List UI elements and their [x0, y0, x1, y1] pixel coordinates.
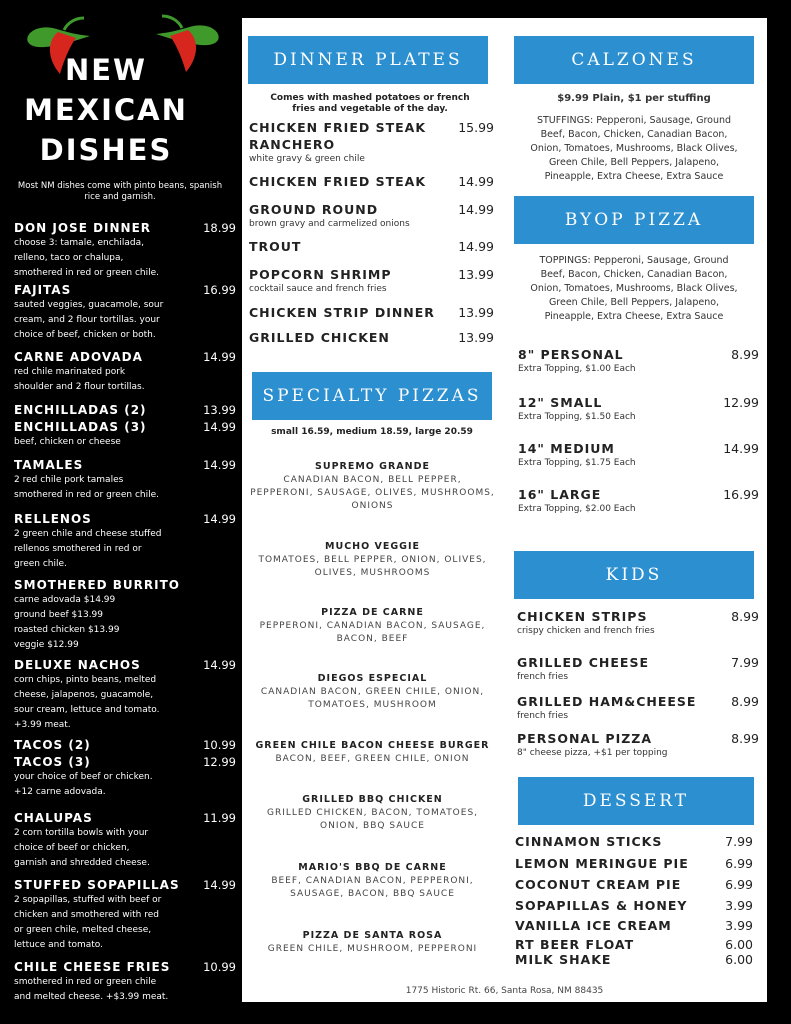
item-name-continued: RANCHERO	[249, 137, 336, 152]
menu-item-row	[14, 877, 236, 893]
dinner-item-row	[249, 119, 494, 136]
menu-item-row	[14, 511, 236, 527]
item-name: MILK SHAKE	[515, 952, 612, 967]
pizza-name: SUPREMO GRANDE	[315, 461, 430, 472]
item-description: your choice of beef or chicken.	[14, 772, 153, 782]
menu-item	[14, 349, 236, 395]
intro-text: Most NM dishes come with pinto beans, spanish rice and garnish.	[17, 181, 223, 202]
item-description: +12 carne adovada.	[14, 787, 106, 797]
dessert-item-row	[515, 897, 753, 914]
menu-item-row	[14, 577, 236, 593]
dessert-item-row	[515, 951, 753, 968]
item-description: shoulder and 2 flour tortillas.	[14, 382, 145, 392]
item-description: roasted chicken $13.99	[14, 625, 120, 635]
pizza-toppings: BEEF, CANADIAN BACON, PEPPERONI,	[271, 876, 474, 886]
pizza-toppings: PEPPERONI, SAUSAGE, OLIVES, MUSHROOMS,	[250, 488, 495, 498]
item-name: CHICKEN FRIED STEAK	[249, 120, 427, 135]
item-price: 14.99	[203, 458, 236, 472]
item-description: Extra Topping, $1.00 Each	[518, 364, 636, 374]
dinner-plates-banner: DINNER PLATES	[248, 36, 488, 84]
item-description: 8" cheese pizza, +$1 per topping	[517, 748, 668, 758]
menu-item-row	[14, 657, 236, 673]
calzone-price-note: $9.99 Plain, $1 per stuffing	[557, 93, 711, 104]
kids-item-row	[517, 654, 759, 671]
item-description: or green chile, melted cheese,	[14, 925, 152, 935]
item-description: chicken and smothered with red	[14, 910, 159, 920]
item-price: 13.99	[458, 267, 494, 282]
pizza-toppings: OLIVES, MUSHROOMS	[314, 568, 431, 578]
item-name: ENCHILLADAS (3)	[14, 420, 147, 434]
headline-line: NEW	[64, 53, 148, 87]
item-name: VANILLA ICE CREAM	[515, 918, 672, 933]
pizza-name: MARIO'S BBQ DE CARNE	[298, 862, 447, 873]
item-description: carne adovada $14.99	[14, 595, 116, 605]
pizza-toppings: CANADIAN BACON, GREEN CHILE, ONION,	[260, 687, 485, 697]
pizza-toppings: SAUSAGE, BACON, BBQ SAUCE	[290, 889, 455, 899]
byop-pizza-banner: BYOP PIZZA	[514, 196, 754, 244]
pizza-size-row	[518, 394, 759, 411]
item-description: crispy chicken and french fries	[517, 626, 655, 636]
item-price: 3.99	[725, 898, 753, 913]
dessert-item	[515, 897, 753, 914]
menu-item-row	[14, 282, 236, 298]
item-description: choice of beef or chicken,	[14, 843, 130, 853]
toppings-line: Beef, Bacon, Chicken, Canadian Bacon,	[540, 269, 728, 280]
item-description: french fries	[517, 711, 569, 721]
pizza-size	[518, 440, 759, 469]
menu-item	[14, 419, 236, 450]
item-price: 7.99	[725, 834, 753, 849]
pizza-toppings: TOMATOES, MUSHROOM	[308, 700, 437, 710]
byop-toppings	[521, 254, 747, 324]
item-name: 8" PERSONAL	[518, 347, 624, 362]
kids-item-row	[517, 693, 759, 710]
item-name: TROUT	[249, 239, 302, 254]
dessert-item	[515, 833, 753, 850]
item-description: relleno, taco or chalupa,	[14, 253, 124, 263]
kids-item	[517, 608, 759, 637]
pizza-toppings: ONIONS	[351, 501, 394, 511]
item-description: cheese, jalapenos, guacamole,	[14, 690, 154, 700]
item-price: 14.99	[458, 239, 494, 254]
pizza-size	[518, 486, 759, 515]
dessert-item-row	[515, 855, 753, 872]
kids-item	[517, 654, 759, 683]
menu-item	[14, 959, 236, 1005]
item-price: 8.99	[731, 609, 759, 624]
menu-item-row	[14, 457, 236, 473]
dinner-item	[249, 173, 494, 190]
item-price: 10.99	[203, 738, 236, 752]
item-name: FAJITAS	[14, 283, 72, 297]
item-price: 8.99	[731, 731, 759, 746]
item-price: 18.99	[203, 221, 236, 235]
menu-item-row	[14, 419, 236, 435]
item-name: TAMALES	[14, 458, 84, 472]
pizza-name: PIZZA DE SANTA ROSA	[302, 930, 443, 941]
calzones-banner: CALZONES	[514, 36, 754, 84]
specialty-pizza	[250, 929, 495, 956]
item-description: Extra Topping, $1.50 Each	[518, 412, 636, 422]
item-price: 16.99	[203, 283, 236, 297]
item-description: ground beef $13.99	[14, 610, 104, 620]
item-name: CHICKEN FRIED STEAK	[249, 174, 427, 189]
dessert-item	[515, 951, 753, 968]
item-name: CARNE ADOVADA	[14, 350, 143, 364]
item-description: smothered in red or green chile.	[14, 490, 159, 500]
item-name: TACOS (3)	[14, 755, 91, 769]
item-price: 13.99	[458, 330, 494, 345]
dinner-note-line: fries and vegetable of the day.	[292, 104, 448, 114]
item-description: Extra Topping, $1.75 Each	[518, 458, 636, 468]
item-name: POPCORN SHRIMP	[249, 267, 392, 282]
pizza-size-row	[518, 440, 759, 457]
item-name: ENCHILLADAS (2)	[14, 403, 147, 417]
item-name: SOPAPILLAS & HONEY	[515, 898, 688, 913]
item-price: 6.99	[725, 856, 753, 871]
pizza-name: GREEN CHILE BACON CHEESE BURGER	[255, 740, 490, 751]
item-name: CINNAMON STICKS	[515, 834, 663, 849]
calzone-stuffings	[521, 114, 747, 184]
dinner-item	[249, 238, 494, 255]
menu-item	[14, 511, 236, 572]
item-description: and melted cheese. +$3.99 meat.	[14, 992, 169, 1002]
item-price: 3.99	[725, 918, 753, 933]
item-description: beef, chicken or cheese	[14, 437, 121, 447]
pizza-size	[518, 346, 759, 375]
item-price: 14.99	[723, 441, 759, 456]
pizza-toppings: BACON, BEEF, GREEN CHILE, ONION	[275, 754, 470, 764]
dinner-item-row	[249, 173, 494, 190]
dessert-item	[515, 876, 753, 893]
kids-item	[517, 693, 759, 722]
item-description: garnish and shredded cheese.	[14, 858, 150, 868]
menu-item-row	[14, 959, 236, 975]
item-price: 14.99	[203, 420, 236, 434]
item-name: TACOS (2)	[14, 738, 91, 752]
item-price: 7.99	[731, 655, 759, 670]
specialty-pizza	[250, 861, 495, 901]
pizza-toppings: PEPPERONI, CANADIAN BACON, SAUSAGE,	[259, 621, 486, 631]
headline-line: MEXICAN	[24, 93, 188, 127]
menu-item	[14, 657, 236, 733]
item-description: +3.99 meat.	[14, 720, 71, 730]
dessert-item-row	[515, 917, 753, 934]
kids-item	[517, 730, 759, 759]
item-description: 2 sopapillas, stuffed with beef or	[14, 895, 162, 905]
item-description: cream, and 2 flour tortillas. your	[14, 315, 160, 325]
footer-address: 1775 Historic Rt. 66, Santa Rosa, NM 88435	[405, 986, 604, 996]
item-price: 14.99	[458, 174, 494, 189]
item-description: Extra Topping, $2.00 Each	[518, 504, 636, 514]
item-description: lettuce and tomato.	[14, 940, 103, 950]
item-description: red chile marinated pork	[14, 367, 126, 377]
dinner-item-row	[249, 266, 494, 283]
menu-item-row	[14, 402, 236, 418]
item-description: green chile.	[14, 559, 67, 569]
left-column	[0, 0, 240, 1024]
stuffings-line: Beef, Bacon, Chicken, Canadian Bacon,	[540, 129, 728, 140]
pizza-name: DIEGOS ESPECIAL	[317, 673, 428, 684]
kids-item-row	[517, 730, 759, 747]
item-name: 16" LARGE	[518, 487, 602, 502]
dessert-banner: DESSERT	[518, 777, 754, 825]
item-description: rellenos smothered in red or	[14, 544, 142, 554]
dinner-note-line: Comes with mashed potatoes or french	[270, 93, 470, 103]
item-price: 13.99	[203, 403, 236, 417]
dessert-item	[515, 855, 753, 872]
item-description: cocktail sauce and french fries	[249, 284, 387, 294]
dinner-item-row	[249, 329, 494, 346]
menu-item	[14, 754, 236, 800]
item-price: 10.99	[203, 960, 236, 974]
specialty-pizza	[250, 606, 495, 646]
item-description: choose 3: tamale, enchilada,	[14, 238, 144, 248]
item-name: CHICKEN STRIPS	[517, 609, 648, 624]
item-price: 14.99	[458, 202, 494, 217]
menu-item	[14, 737, 236, 753]
specialty-pizza	[250, 739, 495, 766]
item-price: 6.00	[725, 937, 753, 952]
pizza-toppings: BACON, BEEF	[336, 634, 409, 644]
menu-item-row	[14, 220, 236, 236]
pizza-toppings: GREEN CHILE, MUSHROOM, PEPPERONI	[267, 944, 478, 954]
item-description: smothered in red or green chile.	[14, 268, 159, 278]
dinner-item	[249, 266, 494, 295]
pizza-name: MUCHO VEGGIE	[325, 541, 420, 552]
specialty-pizzas-banner: SPECIALTY PIZZAS	[252, 372, 492, 420]
kids-item-row	[517, 608, 759, 625]
item-name: COCONUT CREAM PIE	[515, 877, 682, 892]
dessert-item-row	[515, 876, 753, 893]
menu-item	[14, 810, 236, 871]
menu-item-row	[14, 810, 236, 826]
item-description: sour cream, lettuce and tomato.	[14, 705, 160, 715]
menu-item	[14, 877, 236, 953]
item-name: GROUND ROUND	[249, 202, 379, 217]
item-description: smothered in red or green chile	[14, 977, 157, 987]
item-price: 16.99	[723, 487, 759, 502]
stuffings-line: STUFFINGS: Pepperoni, Sausage, Ground	[536, 115, 732, 126]
kids-banner: KIDS	[514, 551, 754, 599]
dinner-item	[249, 119, 494, 165]
pizza-name: PIZZA DE CARNE	[321, 607, 424, 618]
menu-item-row	[14, 349, 236, 365]
pizza-size-row	[518, 346, 759, 363]
item-name: GRILLED CHEESE	[517, 655, 649, 670]
menu-item	[14, 402, 236, 418]
item-price: 14.99	[203, 878, 236, 892]
item-name: CHALUPAS	[14, 811, 93, 825]
pizza-toppings: ONION, BBQ SAUCE	[320, 821, 425, 831]
menu-item	[14, 577, 236, 653]
dinner-item	[249, 304, 494, 321]
dessert-item-row	[515, 833, 753, 850]
dinner-item-row	[249, 304, 494, 321]
item-name: SMOTHERED BURRITO	[14, 578, 181, 592]
menu-item	[14, 282, 236, 343]
item-price: 6.99	[725, 877, 753, 892]
item-description: brown gravy and carmelized onions	[249, 219, 410, 229]
item-name: 14" MEDIUM	[518, 441, 615, 456]
toppings-line: Green Chile, Bell Peppers, Jalapeno,	[548, 297, 720, 308]
item-price: 12.99	[203, 755, 236, 769]
item-price: 12.99	[723, 395, 759, 410]
stuffings-line: Green Chile, Bell Peppers, Jalapeno,	[548, 157, 720, 168]
stuffings-line: Pineapple, Extra Cheese, Extra Sauce	[544, 171, 724, 182]
dinner-item-row	[249, 238, 494, 255]
item-description: 2 red chile pork tamales	[14, 475, 124, 485]
menu-item-row	[14, 737, 236, 753]
item-description: sauted veggies, guacamole, sour	[14, 300, 164, 310]
menu-item-row	[14, 754, 236, 770]
item-price: 14.99	[203, 658, 236, 672]
dinner-item	[249, 201, 494, 230]
dinner-item	[249, 329, 494, 346]
specialty-pizza	[250, 460, 495, 513]
item-name: 12" SMALL	[518, 395, 603, 410]
item-description: 2 green chile and cheese stuffed	[14, 529, 162, 539]
item-name: PERSONAL PIZZA	[517, 731, 653, 746]
toppings-line: Onion, Tomatoes, Mushrooms, Black Olives,	[530, 283, 738, 294]
specialty-pizza	[250, 793, 495, 833]
menu-headline	[0, 50, 212, 170]
item-price: 14.99	[203, 350, 236, 364]
item-name: CHICKEN STRIP DINNER	[249, 305, 435, 320]
pizza-toppings: GRILLED CHICKEN, BACON, TOMATOES,	[266, 808, 479, 818]
item-price: 15.99	[458, 120, 494, 135]
item-description: choice of beef, chicken or both.	[14, 330, 156, 340]
item-description: french fries	[517, 672, 569, 682]
dinner-item-row	[249, 201, 494, 218]
item-name: LEMON MERINGUE PIE	[515, 856, 689, 871]
item-price: 8.99	[731, 347, 759, 362]
menu-item	[14, 457, 236, 503]
pizza-toppings: TOMATOES, BELL PEPPER, ONION, OLIVES,	[258, 555, 487, 565]
pizza-name: GRILLED BBQ CHICKEN	[302, 794, 443, 805]
toppings-line: TOPPINGS: Pepperoni, Sausage, Ground	[539, 255, 729, 266]
item-price: 13.99	[458, 305, 494, 320]
item-name: DELUXE NACHOS	[14, 658, 141, 672]
pizza-toppings: CANADIAN BACON, BELL PEPPER,	[283, 475, 462, 485]
item-description: corn chips, pinto beans, melted	[14, 675, 157, 685]
specialty-sizes-note: small 16.59, medium 18.59, large 20.59	[271, 427, 473, 437]
dessert-item	[515, 917, 753, 934]
item-name: DON JOSE DINNER	[14, 221, 152, 235]
item-name: STUFFED SOPAPILLAS	[14, 878, 180, 892]
stuffings-line: Onion, Tomatoes, Mushrooms, Black Olives,	[530, 143, 738, 154]
item-name: GRILLED CHICKEN	[249, 330, 390, 345]
item-name: RT BEER FLOAT	[515, 937, 635, 952]
specialty-pizza	[250, 672, 495, 712]
item-price: 14.99	[203, 512, 236, 526]
headline-line: DISHES	[39, 133, 173, 167]
specialty-pizza	[250, 540, 495, 580]
menu-item	[14, 220, 236, 281]
item-name: CHILE CHEESE FRIES	[14, 960, 171, 974]
item-name: RELLENOS	[14, 512, 92, 526]
dinner-note	[250, 93, 490, 115]
item-description: veggie $12.99	[14, 640, 79, 650]
item-description: white gravy & green chile	[249, 154, 365, 164]
item-name: GRILLED HAM&CHEESE	[517, 694, 697, 709]
item-description: 2 corn tortilla bowls with your	[14, 828, 149, 838]
item-price: 11.99	[203, 811, 236, 825]
pizza-size	[518, 394, 759, 423]
pizza-size-row	[518, 486, 759, 503]
toppings-line: Pineapple, Extra Cheese, Extra Sauce	[544, 311, 724, 322]
item-price: 6.00	[725, 952, 753, 967]
item-price: 8.99	[731, 694, 759, 709]
